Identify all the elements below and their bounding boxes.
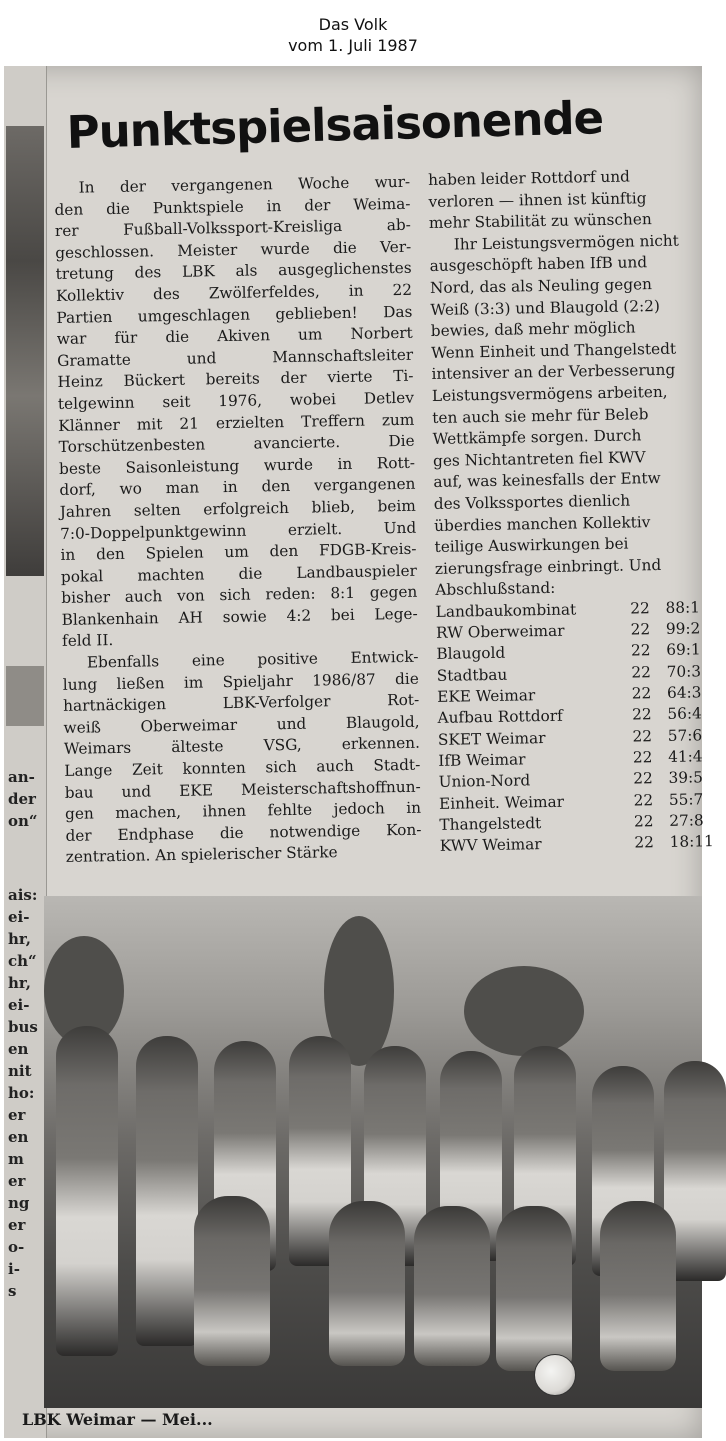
football	[534, 1354, 576, 1396]
neighbor-gray-block	[6, 666, 44, 726]
article-line: dorf, wo man in den vergangenen	[59, 475, 416, 500]
photo-caption: LBK Weimar — Mei...	[22, 1410, 213, 1429]
article-line: Weiß (3:3) und Blaugold (2:2)	[430, 296, 661, 319]
article-line: zentration. An spielerischer Stärke	[65, 843, 338, 867]
neighbor-text-line: ei-	[8, 908, 30, 926]
article-line: ausgeschöpft haben IfB und	[429, 253, 648, 276]
neighbor-text-line: ng	[8, 1194, 30, 1212]
article-line: Blankenhain AH sowie 4:2 bei Lege-	[61, 604, 418, 629]
standings-team: KWV Weimar	[439, 835, 542, 856]
article-line: rer Fußball-Volkssport-Kreisliga ab-	[54, 215, 412, 241]
standings-team: Blaugold	[436, 644, 506, 664]
neighbor-text-line: der	[8, 790, 36, 808]
standings-table	[436, 597, 714, 857]
standings-games: 22	[631, 684, 652, 703]
article-line: teilige Auswirkungen bei	[434, 534, 629, 557]
neighbor-text-line: ch“	[8, 952, 37, 970]
neighbor-text-line: an-	[8, 768, 35, 786]
article-line: In der vergangenen Woche wur-	[78, 172, 411, 197]
photo-player-standing	[136, 1036, 198, 1346]
article-line: auf, was keinesfalls der Entw	[433, 469, 661, 492]
team-photo	[44, 896, 702, 1408]
article-line: den die Punktspiele in der Weima-	[54, 194, 411, 219]
standings-games: 22	[633, 790, 654, 810]
photo-player-kneeling	[329, 1201, 405, 1366]
standings-team: IfB Weimar	[438, 750, 526, 770]
article-line: verloren — ihnen ist künftig	[428, 188, 647, 211]
standings-team: EKE Weimar	[437, 686, 536, 706]
article-line: Leistungsvermögens arbeiten,	[431, 382, 668, 405]
article-line: haben leider Rottdorf und	[428, 167, 631, 189]
article-line: ten auch sie mehr für Beleb	[432, 404, 649, 427]
standings-team: Einheit. Weimar	[438, 792, 565, 813]
neighbor-text-line: en	[8, 1040, 29, 1058]
article-line: mehr Stabilität zu wünschen	[428, 210, 652, 233]
standings-goals: 99:2	[665, 619, 701, 639]
standings-goals: 69:1	[666, 640, 701, 660]
source-newspaper: Das Volk	[318, 15, 388, 34]
article-line: gen machen, ihnen fehlte jedoch in	[64, 798, 422, 824]
article-line: zierungsfrage einbringt. Und	[434, 555, 662, 578]
article-line: bewies, daß mehr möglich	[430, 318, 636, 341]
article-line: Ihr Leistungsvermögen nicht	[453, 231, 680, 254]
standings-row	[440, 831, 714, 857]
neighbor-text-line: o-	[8, 1238, 25, 1256]
standings-team: RW Oberweimar	[435, 621, 565, 643]
article-line: Klänner mit 21 erzielten Treffern zum	[58, 410, 415, 435]
article-line: Heinz Bückert bereits der vierte Ti-	[57, 367, 414, 392]
standings-goals: 56:4	[667, 704, 702, 724]
article-line: war für die Akiven um Norbert	[56, 323, 413, 349]
neighbor-text-line: ho:	[8, 1084, 35, 1102]
article-line: bau und EKE Meisterschaftshoffnun-	[64, 777, 421, 802]
standings-games: 22	[631, 662, 652, 682]
article-line: beste Saisonleistung wurde in Rott-	[58, 453, 416, 478]
article-line: feld II.	[61, 631, 114, 651]
standings-games: 22	[633, 812, 654, 831]
standings-games: 22	[632, 726, 653, 746]
article-line: Wettkämpfe sorgen. Durch	[432, 426, 642, 449]
standings-team: Union-Nord	[438, 771, 531, 792]
article-line: Ebenfalls eine positive Entwick-	[86, 647, 419, 672]
standings-goals: 41:4	[668, 747, 703, 766]
standings-team: Thangelstedt	[439, 813, 542, 834]
standings-goals: 64:3	[666, 683, 702, 702]
article-line: pokal machten die Landbauspieler	[60, 561, 418, 586]
neighbor-text-line: hr,	[8, 930, 31, 948]
photo-player-kneeling	[194, 1196, 270, 1366]
source-date: vom 1. Juli 1987	[288, 36, 418, 55]
article-line: lung ließen im Spieljahr 1986/87 die	[62, 669, 419, 694]
article-line: Weimars älteste VSG, erkennen.	[63, 734, 421, 759]
standings-games: 22	[632, 705, 652, 724]
neighbor-text-line: i-	[8, 1260, 20, 1278]
photo-player-kneeling	[600, 1201, 676, 1371]
article-line: Kollektiv des Zwölferfeldes, in 22	[55, 280, 413, 305]
standings-games: 22	[632, 748, 653, 767]
neighbor-text-line: bus	[8, 1018, 38, 1036]
newspaper-clipping	[4, 66, 714, 1438]
neighbor-text-line: s	[8, 1282, 17, 1300]
standings-team: Landbaukombinat	[435, 600, 577, 621]
standings-goals: 27:8	[669, 811, 704, 830]
neighbor-text-line: hr,	[8, 974, 31, 992]
standings-games: 22	[630, 599, 650, 618]
neighbor-text-line: ei-	[8, 996, 30, 1014]
article-line: weiß Oberweimar und Blaugold,	[63, 712, 420, 737]
article-line: 7:0-Doppelpunktgewinn erzielt. Und	[60, 518, 417, 543]
article-line: Nord, das als Neuling gegen	[429, 275, 653, 297]
standings-goals: 55:7	[668, 789, 704, 809]
article-line: überdies manchen Kollektiv	[434, 512, 651, 535]
neighbor-text-fragment-b	[8, 884, 44, 1302]
neighbor-text-line: ais:	[8, 886, 38, 904]
standings-games: 22	[634, 833, 655, 852]
neighbor-text-line: on“	[8, 812, 38, 830]
article-line: Jahren selten erfolgreich blieb, beim	[59, 496, 416, 521]
article-line: Torschützenbesten avancierte. Die	[58, 431, 415, 457]
photo-player-standing	[56, 1026, 118, 1356]
article-line: ges Nichtantreten fiel KWV	[432, 447, 646, 470]
photo-player-kneeling	[496, 1206, 572, 1371]
photo-player-kneeling	[414, 1206, 490, 1366]
standings-title: Abschlußstand:	[435, 579, 556, 600]
neighbor-text-line: en	[8, 1128, 29, 1146]
article-column-1	[54, 172, 422, 869]
article-line: Lange Zeit konnten sich auch Stadt-	[64, 755, 421, 780]
article-line: des Volkssportes dienlich	[433, 491, 631, 513]
article-line: der Endphase die notwendige Kon-	[65, 820, 422, 845]
article-column-2-text	[428, 165, 709, 580]
article-line: Gramatte und Mannschaftsleiter	[57, 345, 414, 370]
neighbor-text-line: nit	[8, 1062, 32, 1080]
standings-goals: 70:3	[666, 662, 702, 681]
neighbor-text-line: m	[8, 1150, 24, 1168]
neighbor-text-fragment-a	[8, 766, 44, 832]
article-line: Partien umgeschlagen geblieben! Das	[56, 302, 413, 327]
neighbor-text-line: er	[8, 1172, 26, 1190]
standings-goals: 88:1	[665, 598, 701, 617]
standings-team: Aufbau Rottdorf	[437, 707, 563, 728]
standings-goals: 57:6	[667, 725, 703, 745]
standings-team: Stadtbau	[436, 665, 508, 685]
article-line: telgewinn seit 1976, wobei Detlev	[57, 388, 415, 413]
neighbor-text-line: er	[8, 1106, 26, 1124]
standings-goals: 39:5	[668, 768, 704, 788]
photo-tree	[464, 966, 584, 1056]
neighbor-photo-fragment	[6, 126, 44, 576]
standings-games: 22	[633, 769, 653, 788]
standings-goals: 18:11	[669, 832, 714, 852]
standings-team: SKET Weimar	[437, 728, 546, 749]
article-line: intensiver an der Verbesserung	[431, 361, 676, 384]
article-column-2	[428, 165, 714, 857]
article-line: in den Spielen um den FDGB-Kreis-	[60, 539, 417, 565]
article-headline: Punktspielsaisonende	[66, 91, 604, 159]
article-line: tretung des LBK als ausgeglichenstes	[55, 259, 412, 284]
standings-games: 22	[630, 641, 651, 660]
article-line: bisher auch von sich reden: 8:1 gegen	[61, 583, 418, 608]
source-label	[0, 14, 706, 56]
neighbor-article-strip	[4, 66, 47, 1438]
article-line: geschlossen. Meister wurde die Ver-	[55, 237, 412, 262]
article-line: hartnäckigen LBK-Verfolger Rot-	[63, 690, 420, 716]
article-line: Wenn Einheit und Thangelstedt	[431, 339, 677, 362]
standings-games: 22	[630, 620, 651, 639]
neighbor-text-line: er	[8, 1216, 26, 1234]
